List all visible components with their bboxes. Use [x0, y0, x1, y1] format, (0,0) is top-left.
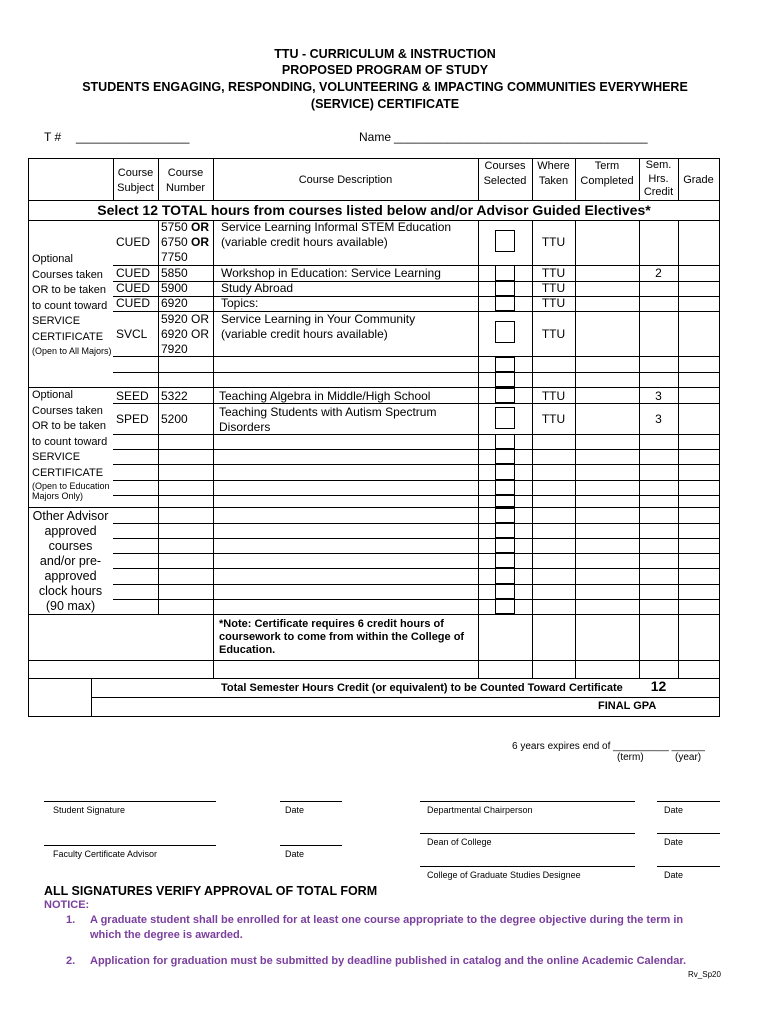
title-line-1: TTU - CURRICULUM & INSTRUCTION	[274, 47, 496, 61]
grad-designee-label: College of Graduate Studies Designee	[427, 870, 581, 880]
col-subject-header: Course Subject	[117, 167, 154, 194]
col-hours-header: Sem. Hrs. Credit	[643, 159, 674, 198]
course-checkbox[interactable]	[495, 407, 515, 429]
final-gpa-label: FINAL GPA	[598, 700, 657, 712]
expires-term-label: (term)	[617, 752, 644, 763]
col-number-header: Course Number	[165, 167, 206, 194]
course-checkbox[interactable]	[495, 230, 515, 252]
expires-text: 6 years expires end of __________ ______	[512, 741, 705, 752]
total-hours-label: Total Semester Hours Credit (or equivalent) to be Counted Toward Certificate	[221, 682, 623, 694]
selection-banner: Select 12 TOTAL hours from courses listed below and/or Advisor Guided Electives*	[97, 202, 651, 218]
course-checkbox[interactable]	[495, 265, 515, 281]
grad-date-label: Date	[664, 870, 684, 880]
student-date-label: Date	[285, 805, 305, 815]
col-description-header: Course Description	[298, 174, 393, 186]
dean-signature-label: Dean of College	[427, 837, 492, 847]
course-checkbox[interactable]	[495, 321, 515, 343]
revision-label: Rv_Sp20	[688, 970, 721, 979]
course-checkbox[interactable]	[495, 388, 515, 403]
title-line-4: (SERVICE) CERTIFICATE	[310, 97, 460, 111]
approval-statement: ALL SIGNATURES VERIFY APPROVAL OF TOTAL FORM	[44, 884, 378, 898]
total-hours-value: 12	[650, 678, 667, 694]
col-grade-header: Grade	[683, 174, 714, 186]
group2-label: Optional Courses taken OR to be taken to count toward SERVICE CERTIFICATE	[32, 389, 108, 479]
dean-date-label: Date	[664, 837, 684, 847]
title-line-3: STUDENTS ENGAGING, RESPONDING, VOLUNTEERING & IMPACTING COMMUNITIES EVERYWHERE	[82, 80, 688, 94]
group2-note: (Open to Education Majors Only)	[32, 481, 110, 501]
course-checkbox[interactable]	[495, 357, 515, 372]
chair-signature-label: Departmental Chairperson	[427, 805, 533, 815]
course-checkbox[interactable]	[495, 508, 515, 523]
course-checkbox[interactable]	[495, 538, 515, 553]
group1-note: (Open to All Majors)	[32, 346, 112, 356]
name-field[interactable]: ______________________________________	[394, 130, 648, 144]
course-checkbox[interactable]	[495, 281, 515, 296]
notice-2-number: 2.	[66, 955, 76, 967]
notice-heading: NOTICE:	[44, 899, 90, 911]
course-checkbox[interactable]	[495, 599, 515, 614]
t-number-field[interactable]: _________________	[76, 130, 190, 144]
t-number-label: T #	[44, 130, 62, 144]
expires-year-label: (year)	[675, 752, 702, 763]
col-selected-header: Courses Selected	[483, 160, 527, 187]
course-checkbox[interactable]	[495, 568, 515, 584]
course-checkbox[interactable]	[495, 553, 515, 568]
col-term-header: Term Completed	[580, 160, 634, 187]
notice-1-number: 1.	[66, 914, 76, 926]
chair-date-label: Date	[664, 805, 684, 815]
col-where-header: Where Taken	[537, 160, 570, 187]
student-signature-label: Student Signature	[53, 805, 126, 815]
course-checkbox[interactable]	[495, 372, 515, 387]
notice-2-text: Application for graduation must be submitted by deadline published in catalog and the online Academic Calendar.	[90, 955, 687, 967]
course-checkbox[interactable]	[495, 464, 515, 480]
course-checkbox[interactable]	[495, 480, 515, 495]
notice-1-text: A graduate student shall be enrolled for at least one course appropriate to the degree objective during the term in which the degree is awarded.	[90, 914, 684, 941]
advisor-date-label: Date	[285, 849, 305, 859]
course-checkbox[interactable]	[495, 495, 515, 507]
group3-label: Other Advisor approved courses and/or pre- approved clock hours (90 max)	[32, 509, 109, 613]
group1-label: Optional Courses taken OR to be taken to count toward SERVICE CERTIFICATE	[32, 253, 108, 343]
course-checkbox[interactable]	[495, 434, 515, 449]
course-checkbox[interactable]	[495, 449, 515, 464]
course-checkbox[interactable]	[495, 523, 515, 538]
advisor-signature-label: Faculty Certificate Advisor	[53, 849, 158, 859]
course-checkbox[interactable]	[495, 584, 515, 599]
certificate-note: *Note: Certificate requires 6 credit hours of coursework to come from within the College of Education.	[219, 618, 465, 656]
name-label: Name	[359, 130, 392, 144]
course-checkbox[interactable]	[495, 296, 515, 311]
title-line-2: PROPOSED PROGRAM OF STUDY	[281, 63, 489, 77]
